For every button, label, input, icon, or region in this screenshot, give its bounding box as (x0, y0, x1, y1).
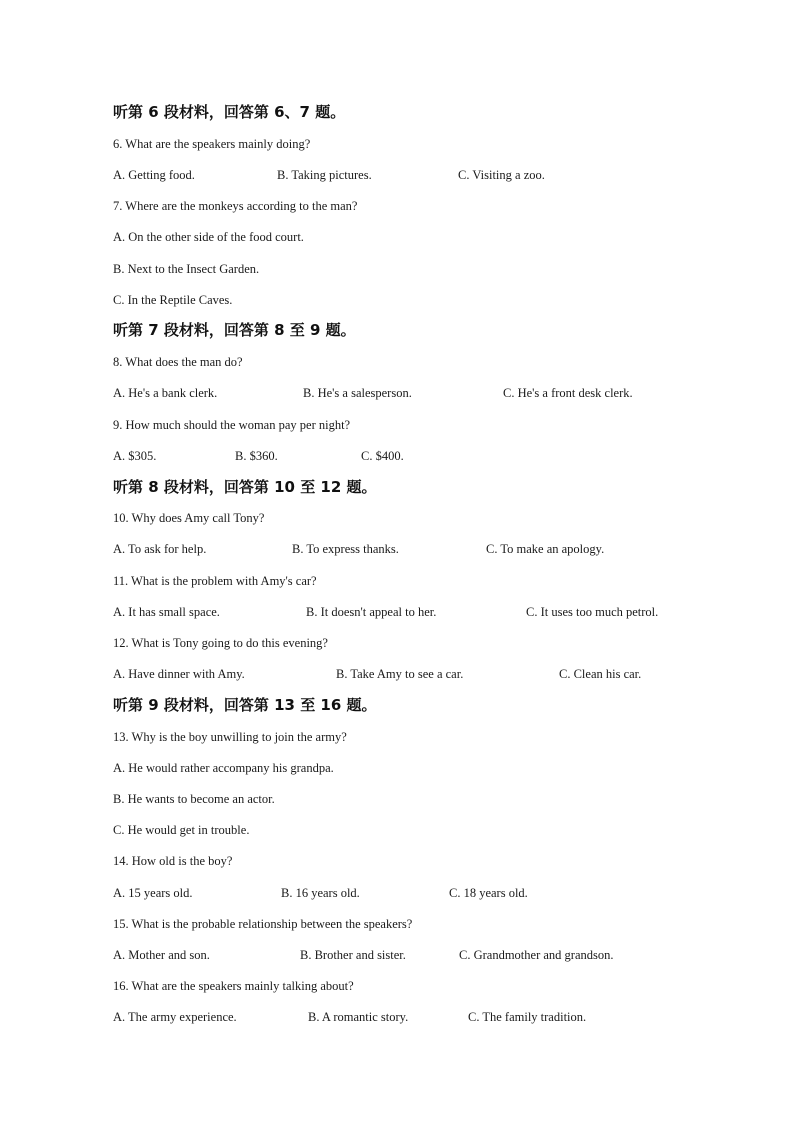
question-10: 10. Why does Amy call Tony? (113, 511, 265, 525)
q9-option-b: B. $360. (235, 449, 278, 463)
section-heading: 听第 9 段材料，回答第 13 至 16 题。 (113, 696, 377, 714)
question-12: 12. What is Tony going to do this evening? (113, 636, 328, 650)
q16-option-b: B. A romantic story. (308, 1010, 409, 1024)
q14-option-b: B. 16 years old. (281, 886, 360, 900)
q12-option-a: A. Have dinner with Amy. (113, 667, 245, 681)
q12-option-b: B. Take Amy to see a car. (336, 667, 464, 681)
q16-option-c: C. The family tradition. (468, 1010, 587, 1024)
q6-option-b: B. Taking pictures. (277, 168, 372, 182)
section-heading: 听第 6 段材料，回答第 6、7 题。 (113, 103, 346, 121)
q13-option-b: B. He wants to become an actor. (113, 792, 275, 806)
q7-option-b: B. Next to the Insect Garden. (113, 262, 260, 276)
q11-option-a: A. It has small space. (113, 605, 220, 619)
question-16: 16. What are the speakers mainly talking about? (113, 979, 354, 993)
q6-option-a: A. Getting food. (113, 168, 195, 182)
q10-option-b: B. To express thanks. (292, 542, 399, 556)
q13-option-a: A. He would rather accompany his grandpa. (113, 761, 334, 775)
q9-option-c: C. $400. (361, 449, 404, 463)
q14-option-c: C. 18 years old. (449, 886, 528, 900)
q7-option-a: A. On the other side of the food court. (113, 230, 304, 244)
q15-option-b: B. Brother and sister. (300, 948, 406, 962)
question-13: 13. Why is the boy unwilling to join the army? (113, 730, 347, 744)
question-9: 9. How much should the woman pay per night? (113, 418, 351, 432)
question-6: 6. What are the speakers mainly doing? (113, 137, 311, 151)
q14-option-a: A. 15 years old. (113, 886, 193, 900)
question-7: 7. Where are the monkeys according to the man? (113, 199, 358, 213)
q15-option-a: A. Mother and son. (113, 948, 210, 962)
q11-option-b: B. It doesn't appeal to her. (306, 605, 437, 619)
q11-option-c: C. It uses too much petrol. (526, 605, 659, 619)
q8-option-c: C. He's a front desk clerk. (503, 386, 633, 400)
q13-option-c: C. He would get in trouble. (113, 823, 250, 837)
q6-option-c: C. Visiting a zoo. (458, 168, 545, 182)
question-8: 8. What does the man do? (113, 355, 243, 369)
q12-option-c: C. Clean his car. (559, 667, 642, 681)
q7-option-c: C. In the Reptile Caves. (113, 293, 233, 307)
section-heading: 听第 7 段材料，回答第 8 至 9 题。 (113, 321, 356, 339)
q10-option-a: A. To ask for help. (113, 542, 207, 556)
q8-option-b: B. He's a salesperson. (303, 386, 412, 400)
q8-option-a: A. He's a bank clerk. (113, 386, 218, 400)
q16-option-a: A. The army experience. (113, 1010, 237, 1024)
q9-option-a: A. $305. (113, 449, 157, 463)
question-11: 11. What is the problem with Amy's car? (113, 574, 317, 588)
question-15: 15. What is the probable relationship between the speakers? (113, 917, 413, 931)
q15-option-c: C. Grandmother and grandson. (459, 948, 614, 962)
q10-option-c: C. To make an apology. (486, 542, 605, 556)
section-heading: 听第 8 段材料，回答第 10 至 12 题。 (113, 478, 377, 496)
question-14: 14. How old is the boy? (113, 854, 233, 868)
